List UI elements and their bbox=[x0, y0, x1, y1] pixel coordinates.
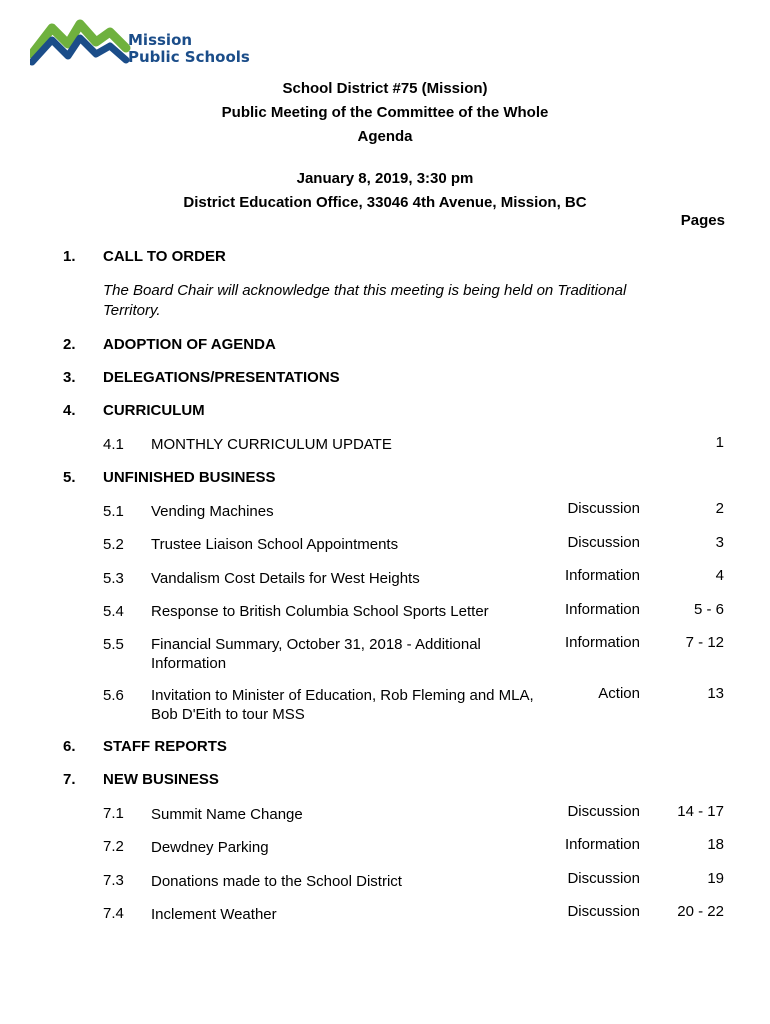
item-type: Information bbox=[564, 601, 640, 618]
logo-line-2: Public Schools bbox=[128, 48, 250, 66]
item-title: Inclement Weather bbox=[151, 906, 277, 923]
item-type: Discussion bbox=[567, 534, 640, 551]
item-number: 5.1 bbox=[103, 503, 124, 520]
item-title: Vandalism Cost Details for West Heights bbox=[151, 570, 420, 587]
item-pages: 19 bbox=[707, 870, 724, 887]
section-title: DELEGATIONS/PRESENTATIONS bbox=[103, 369, 340, 386]
meeting-title: Public Meeting of the Committee of the Whole bbox=[221, 104, 549, 121]
item-type: Discussion bbox=[567, 903, 640, 920]
item-number: 7.1 bbox=[103, 805, 124, 822]
item-type: Information bbox=[564, 567, 640, 584]
item-title: Response to British Columbia School Sports Letter bbox=[151, 603, 489, 620]
meeting-date: January 8, 2019, 3:30 pm bbox=[296, 170, 474, 187]
section-title: NEW BUSINESS bbox=[103, 771, 219, 788]
item-title: Vending Machines bbox=[151, 503, 274, 520]
section-number: 7. bbox=[63, 771, 76, 788]
item-title: Donations made to the School District bbox=[151, 873, 402, 890]
section-number: 6. bbox=[63, 738, 76, 755]
item-title: MONTHLY CURRICULUM UPDATE bbox=[151, 436, 392, 453]
section-title: CALL TO ORDER bbox=[103, 248, 226, 265]
item-title: Summit Name Change bbox=[151, 806, 303, 823]
item-pages: 20 - 22 bbox=[677, 903, 724, 920]
section-number: 5. bbox=[63, 469, 76, 486]
item-number: 5.3 bbox=[103, 570, 124, 587]
item-number: 5.2 bbox=[103, 536, 124, 553]
item-number: 7.4 bbox=[103, 905, 124, 922]
section-title: ADOPTION OF AGENDA bbox=[103, 336, 276, 353]
item-title: Financial Summary, October 31, 2018 - Additional Information bbox=[151, 636, 481, 672]
pages-column-header: Pages bbox=[680, 212, 725, 229]
item-pages: 4 bbox=[715, 567, 724, 584]
item-pages: 14 - 17 bbox=[677, 803, 724, 820]
section-number: 3. bbox=[63, 369, 76, 386]
item-type: Discussion bbox=[567, 870, 640, 887]
logo-text bbox=[128, 32, 250, 66]
item-number: 4.1 bbox=[103, 436, 124, 453]
section-title: CURRICULUM bbox=[103, 402, 205, 419]
section-note: The Board Chair will acknowledge that this meeting is being held on Traditional Territory. bbox=[103, 282, 627, 319]
item-title: Invitation to Minister of Education, Rob Fleming and MLA, Bob D'Eith to tour MSS bbox=[151, 687, 534, 723]
item-pages: 2 bbox=[715, 500, 724, 517]
item-type: Discussion bbox=[567, 803, 640, 820]
item-pages: 1 bbox=[715, 434, 724, 451]
agenda-title: Agenda bbox=[357, 128, 413, 145]
section-title: UNFINISHED BUSINESS bbox=[103, 469, 276, 486]
item-type: Information bbox=[564, 836, 640, 853]
item-pages: 7 - 12 bbox=[685, 634, 724, 651]
item-pages: 18 bbox=[707, 836, 724, 853]
item-number: 7.2 bbox=[103, 838, 124, 855]
meeting-location: District Education Office, 33046 4th Avenue, Mission, BC bbox=[183, 194, 587, 211]
item-pages: 3 bbox=[715, 534, 724, 551]
item-pages: 5 - 6 bbox=[693, 601, 724, 618]
item-number: 5.5 bbox=[103, 636, 124, 653]
district-title: School District #75 (Mission) bbox=[282, 80, 488, 97]
item-type: Action bbox=[598, 685, 640, 702]
item-title: Dewdney Parking bbox=[151, 839, 269, 856]
item-pages: 13 bbox=[707, 685, 724, 702]
section-title: STAFF REPORTS bbox=[103, 738, 227, 755]
item-title: Trustee Liaison School Appointments bbox=[151, 536, 399, 553]
section-number: 4. bbox=[63, 402, 76, 419]
section-number: 1. bbox=[63, 248, 76, 265]
item-number: 5.4 bbox=[103, 603, 124, 620]
item-number: 7.3 bbox=[103, 872, 124, 889]
section-number: 2. bbox=[63, 336, 76, 353]
item-type: Information bbox=[564, 634, 640, 651]
item-type: Discussion bbox=[567, 500, 640, 517]
logo-line-1: Mission bbox=[128, 31, 193, 49]
item-number: 5.6 bbox=[103, 687, 124, 704]
